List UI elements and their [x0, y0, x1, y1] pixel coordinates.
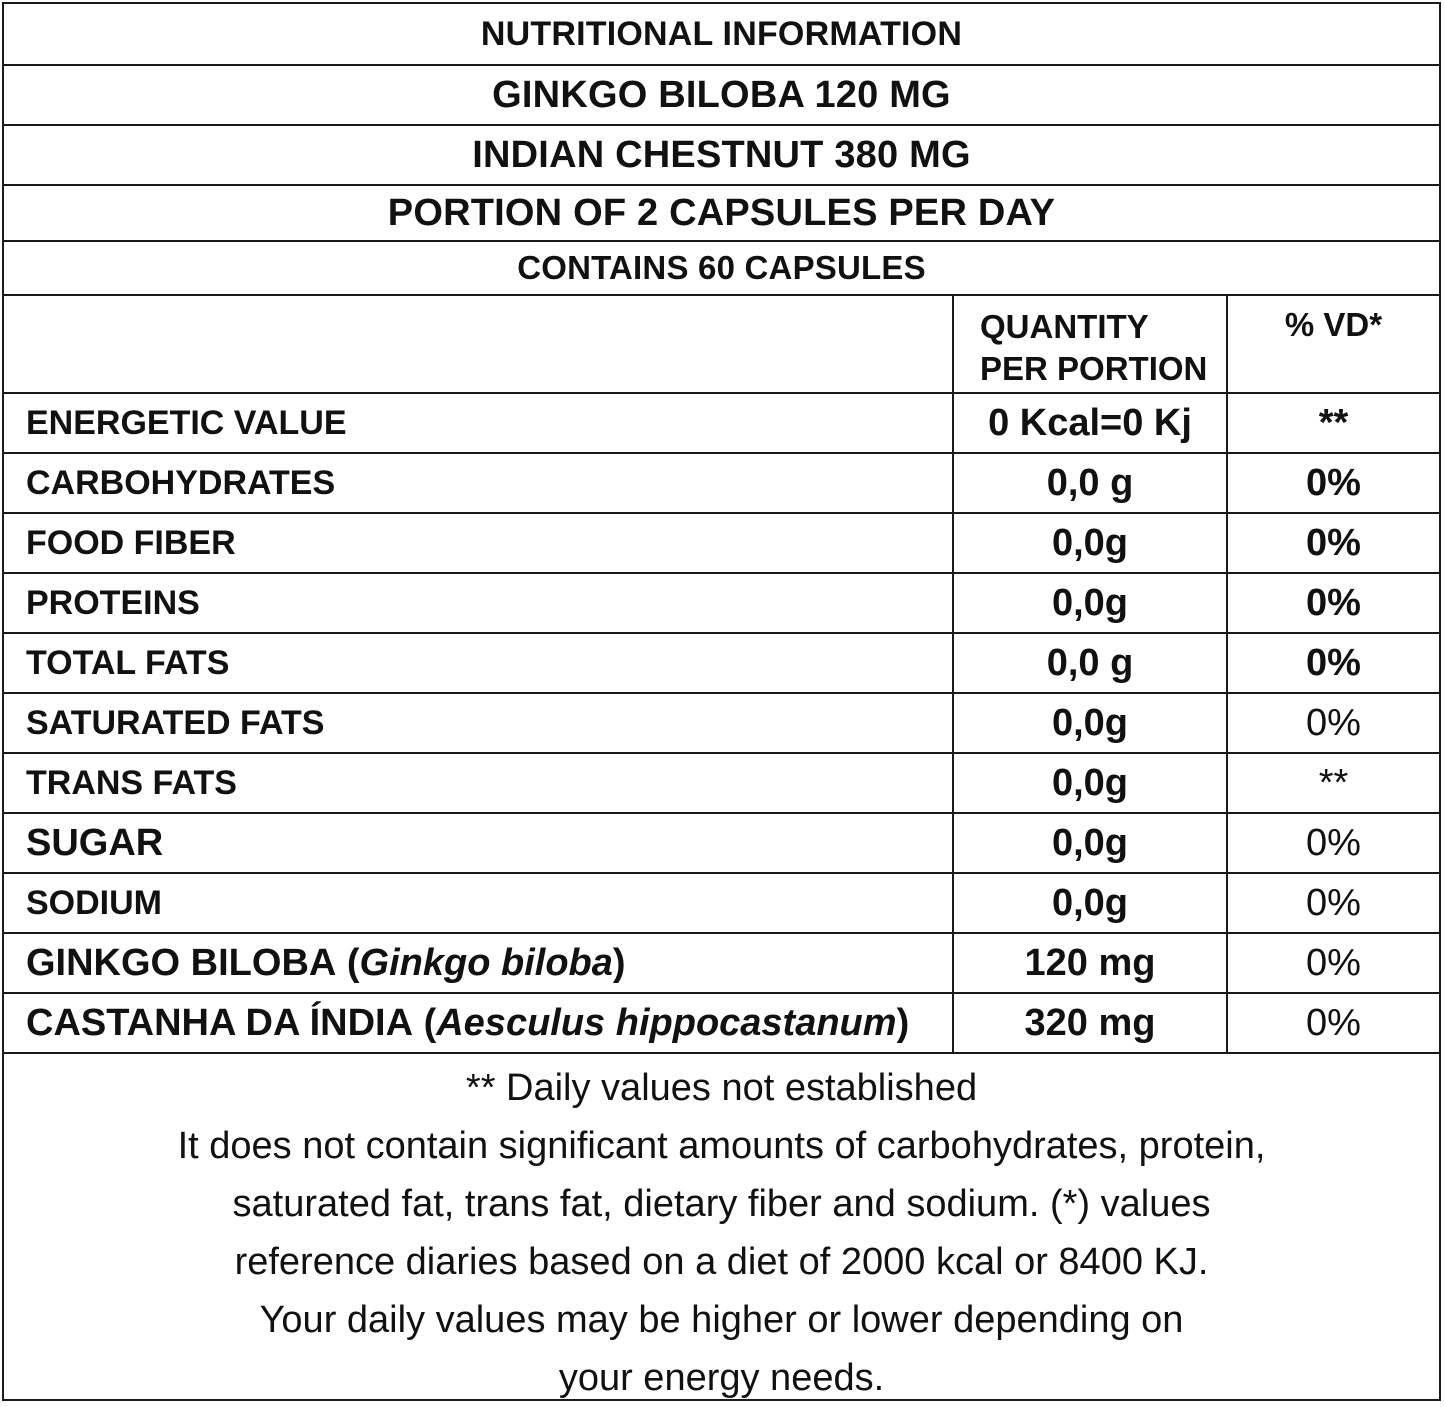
nutrient-quantity: 0,0g: [954, 754, 1228, 812]
column-header-nutrient: [4, 296, 954, 392]
nutrient-name-text: SATURATED FATS: [26, 703, 325, 742]
table-row: [4, 394, 1439, 454]
nutrient-name-text: TRANS FATS: [26, 763, 237, 802]
nutrient-name: [4, 394, 954, 452]
table-row: [4, 754, 1439, 814]
nutrient-quantity: 0,0g: [954, 574, 1228, 632]
nutrient-vd: **: [1318, 761, 1349, 804]
nutrient-name-text: SUGAR: [26, 821, 164, 864]
contents-line: CONTAINS 60 CAPSULES: [4, 242, 1439, 296]
nutrient-name: CASTANHA DA ÍNDIA ( Aesculus hippocastanum ): [4, 994, 954, 1052]
table-row: [4, 574, 1439, 634]
nutrient-vd: 0%: [1306, 521, 1361, 564]
nutrient-vd: 0%: [1306, 941, 1361, 984]
label-title: NUTRITIONAL INFORMATION: [4, 4, 1439, 66]
footnote-line: reference diaries based on a diet of 2000 kcal or 8400 KJ.: [234, 1241, 1209, 1283]
nutrient-vd: 0%: [1306, 581, 1361, 624]
nutrient-quantity: 0 Kcal=0 Kj: [954, 394, 1228, 452]
column-header-quantity-line1: QUANTITY: [980, 308, 1149, 345]
nutrient-name: [4, 694, 954, 752]
nutrient-quantity: 0,0g: [954, 694, 1228, 752]
nutrient-quantity: 0,0g: [954, 874, 1228, 932]
nutrient-name-text: ENERGETIC VALUE: [26, 403, 347, 442]
table-row: [4, 514, 1439, 574]
nutrient-name: [4, 454, 954, 512]
nutrient-vd: **: [1318, 401, 1349, 444]
nutrient-vd: 0%: [1306, 461, 1361, 504]
nutrient-name-text: GINKGO BILOBA: [26, 941, 337, 984]
footnote-line: saturated fat, trans fat, dietary fiber and sodium. (*) values: [232, 1183, 1211, 1225]
nutrient-latin-name: Ginkgo biloba: [359, 941, 613, 984]
nutrient-name-text: SODIUM: [26, 883, 162, 922]
table-row: [4, 694, 1439, 754]
footnote-line: your energy needs.: [558, 1357, 885, 1399]
table-row: [4, 634, 1439, 694]
column-header-quantity-line2: PER PORTION: [980, 350, 1208, 387]
footnotes: [4, 1056, 1439, 1407]
nutrient-vd: 0%: [1306, 821, 1361, 864]
nutrient-quantity: 320 mg: [954, 994, 1228, 1052]
nutrient-vd: 0%: [1306, 1001, 1361, 1044]
nutrient-latin-name: Aesculus hippocastanum: [436, 1001, 897, 1044]
nutrient-table: [4, 394, 1439, 1054]
nutrient-name: [4, 754, 954, 812]
nutrient-name-text: TOTAL FATS: [26, 643, 230, 682]
table-row: [4, 454, 1439, 514]
nutrient-quantity: 0,0 g: [954, 454, 1228, 512]
nutrient-name: GINKGO BILOBA ( Ginkgo biloba ): [4, 934, 954, 992]
portion-line: PORTION OF 2 CAPSULES PER DAY: [4, 186, 1439, 242]
nutrient-quantity: 0,0 g: [954, 634, 1228, 692]
ingredient-line-chestnut: INDIAN CHESTNUT 380 MG: [4, 126, 1439, 186]
footnote-line: Your daily values may be higher or lower depending on: [259, 1299, 1184, 1341]
nutrient-quantity: 120 mg: [954, 934, 1228, 992]
nutrition-label: [2, 2, 1441, 1401]
nutrient-name-text: CASTANHA DA ÍNDIA: [26, 1001, 414, 1044]
nutrient-name: [4, 574, 954, 632]
nutrient-name-text: PROTEINS: [26, 583, 200, 622]
column-header-row: [4, 296, 1439, 394]
table-row: [4, 994, 1439, 1054]
nutrient-quantity: 0,0g: [954, 514, 1228, 572]
nutrient-name: [4, 814, 954, 872]
table-row: [4, 814, 1439, 874]
nutrient-vd: 0%: [1306, 641, 1361, 684]
footnote-line: ** Daily values not established: [465, 1067, 978, 1109]
nutrient-quantity: 0,0g: [954, 814, 1228, 872]
nutrient-name: [4, 634, 954, 692]
nutrient-name-text: CARBOHYDRATES: [26, 463, 336, 502]
nutrient-name: [4, 514, 954, 572]
nutrient-name-text: FOOD FIBER: [26, 523, 236, 562]
nutrient-vd: 0%: [1306, 881, 1361, 924]
table-row: [4, 934, 1439, 994]
nutrient-name: [4, 874, 954, 932]
ingredient-line-ginkgo: GINKGO BILOBA 120 MG: [4, 66, 1439, 126]
footnote-line: It does not contain significant amounts of carbohydrates, protein,: [177, 1125, 1266, 1167]
column-header-quantity: [954, 296, 1228, 392]
table-row: [4, 874, 1439, 934]
nutrient-vd: 0%: [1306, 701, 1361, 744]
column-header-vd: % VD*: [1284, 306, 1383, 343]
